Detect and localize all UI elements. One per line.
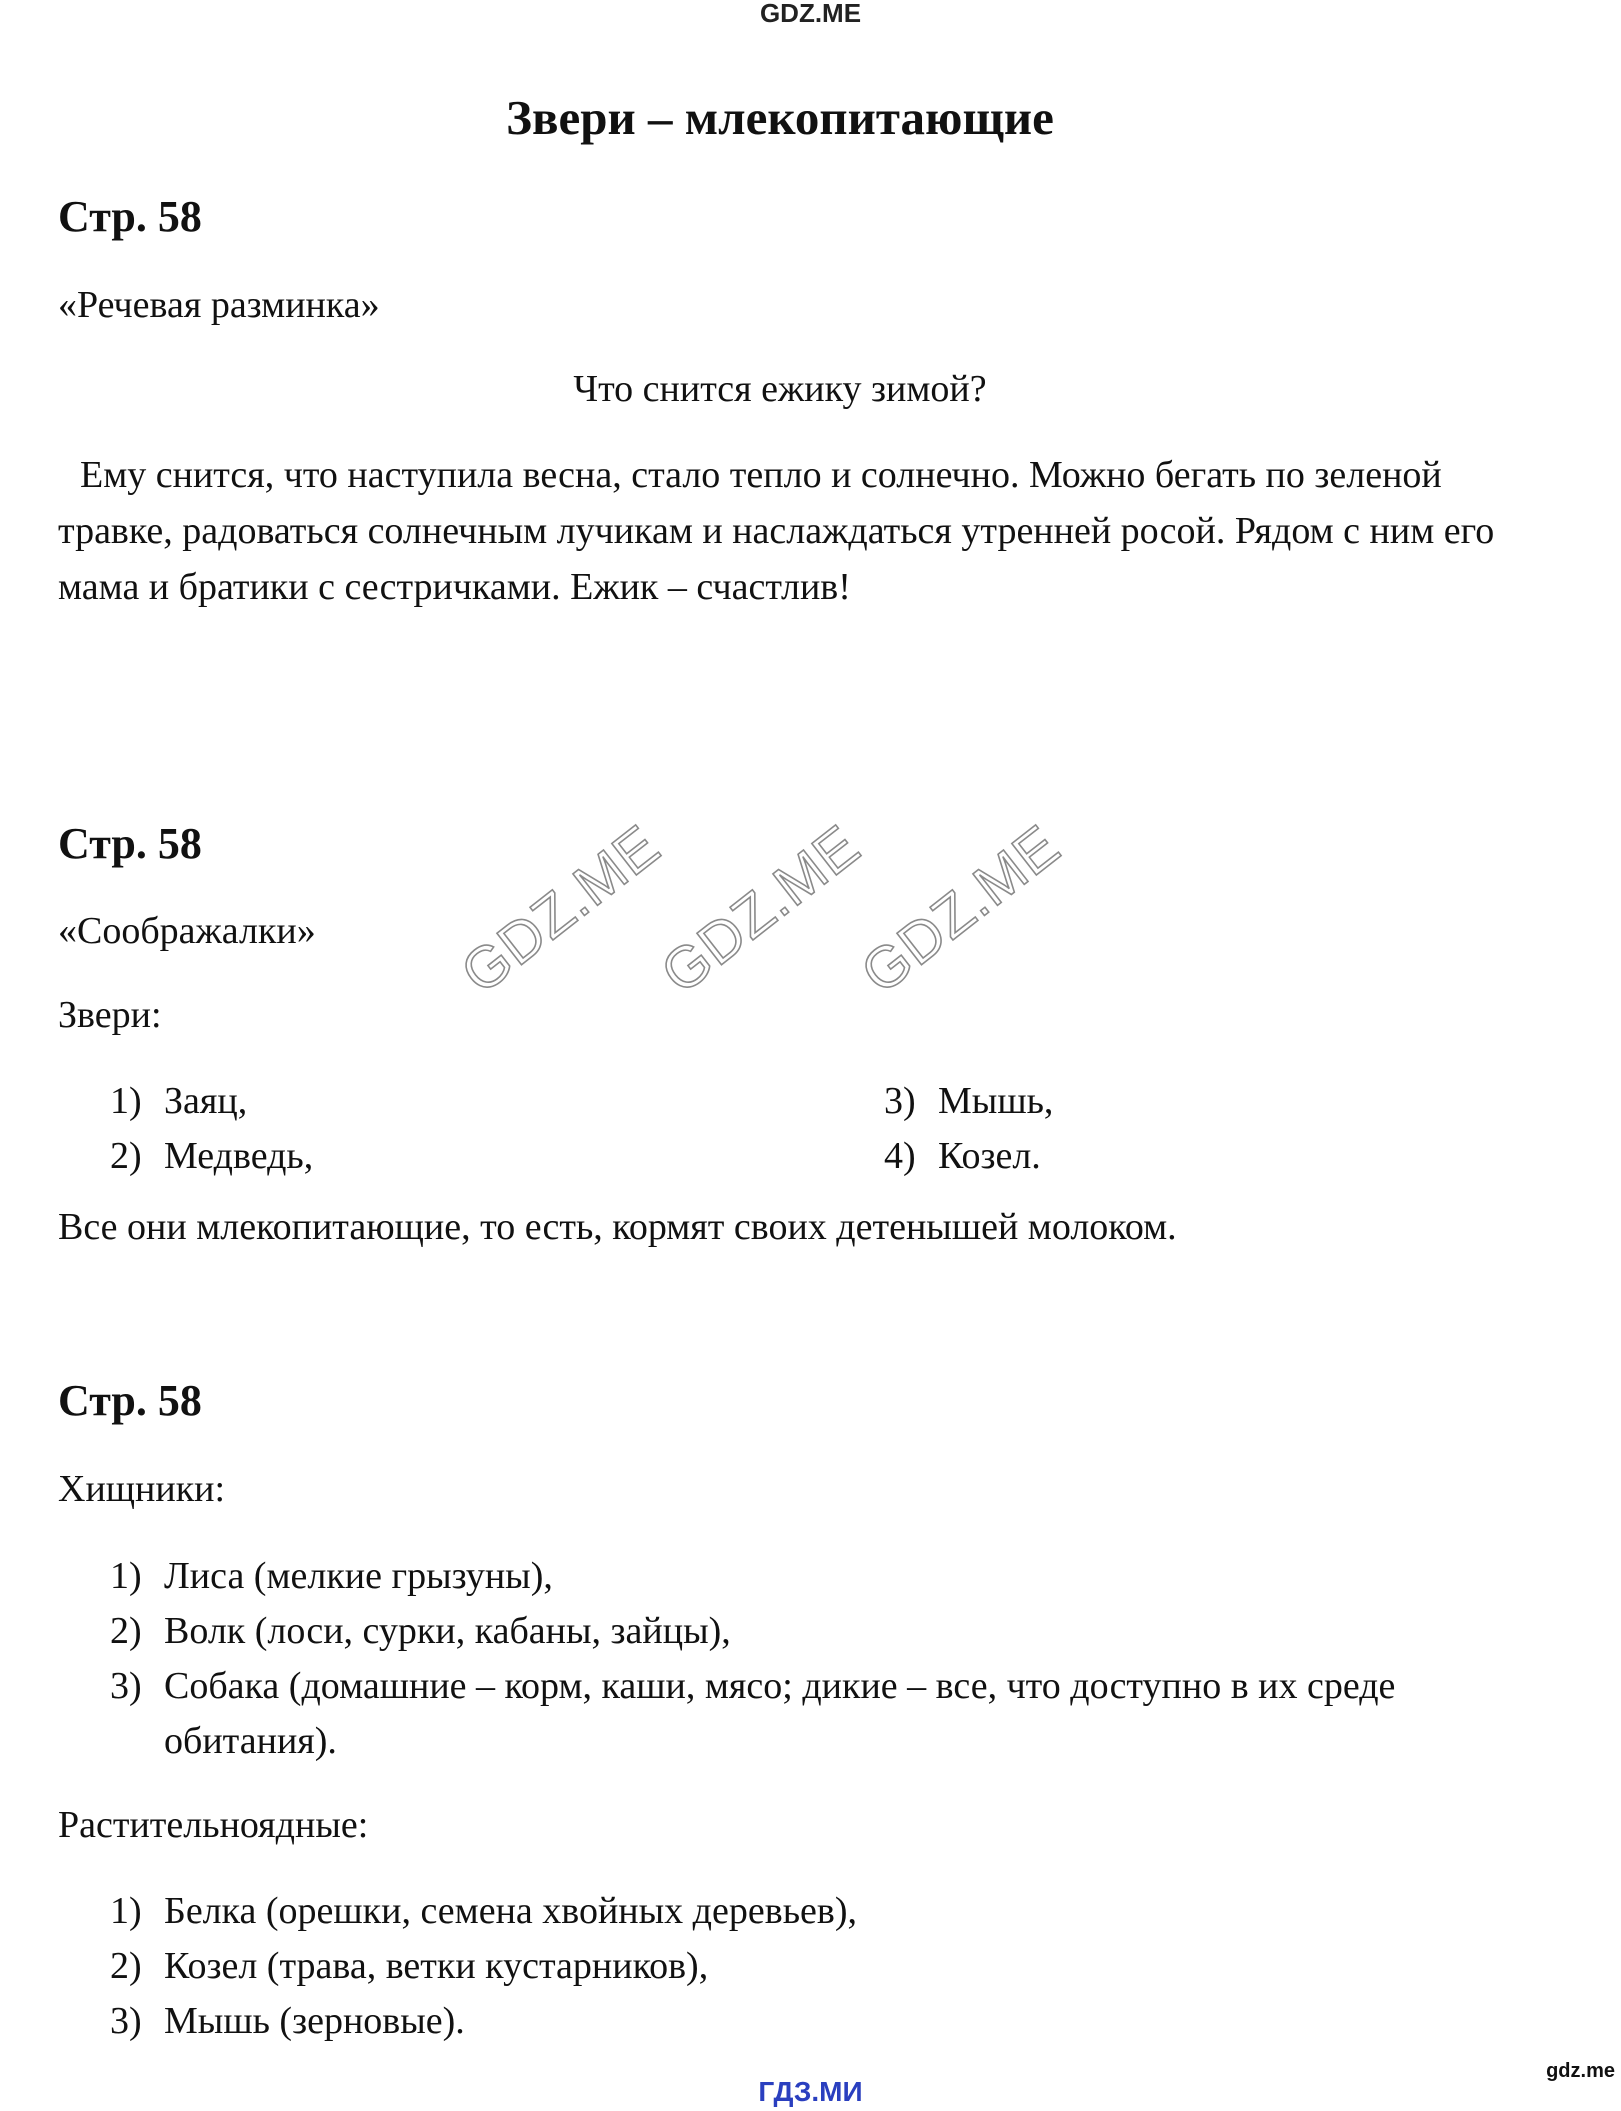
header-logo: GDZ.ME <box>759 0 862 28</box>
herbivores-label: Растительноядные: <box>58 1804 369 1846</box>
predators-label: Хищники: <box>58 1468 226 1510</box>
list-item: 4) Козел. <box>884 1135 1041 1177</box>
list-item: 2) Козел (трава, ветки кустарников), <box>110 1945 709 1987</box>
list-item: 2) Медведь, <box>110 1135 314 1177</box>
section-1-subtitle: «Речевая разминка» <box>58 284 380 326</box>
animals-list-left <box>58 1074 758 1184</box>
watermark: GDZ.ME <box>449 812 672 1007</box>
list-item: 1) Лиса (мелкие грызуны), <box>110 1555 553 1597</box>
section-1-paragraph: Ему снится, что наступила весна, стало тепло и солнечно. Можно бегать по зеленой травке, радоваться солнечным лучикам и наслаждаться утренней росой. Рядом с ним его мама и братики с сестричками. Ежик – счастлив! <box>58 454 1495 608</box>
herbivores-list <box>58 1884 1478 2049</box>
list-item: 3) Мышь, <box>884 1080 1054 1122</box>
page-title: Звери – млекопитающие <box>506 90 1054 145</box>
footer-logo[interactable]: ГДЗ.МИ <box>758 2076 863 2107</box>
section-1-heading: Стр. 58 <box>58 192 202 241</box>
predators-list <box>58 1549 1478 1769</box>
list-item: 3) Мышь (зерновые). <box>110 2000 465 2042</box>
section-2-conclusion: Все они млекопитающие, то есть, кормят своих детенышей молоком. <box>58 1206 1177 1248</box>
footer-site-link[interactable]: gdz.me <box>1546 2060 1615 2082</box>
list-item: 3) Собака (домашние – корм, каши, мясо; дикие – все, что доступно в их среде обитания). <box>110 1665 1396 1762</box>
list-item: 1) Заяц, <box>110 1080 248 1122</box>
section-2-subtitle: «Соображалки» <box>58 910 316 952</box>
section-3-heading: Стр. 58 <box>58 1376 202 1425</box>
animals-list-right <box>832 1074 1532 1184</box>
list-item: 2) Волк (лоси, сурки, кабаны, зайцы), <box>110 1610 731 1652</box>
watermark: GDZ.ME <box>849 812 1072 1007</box>
section-2-heading: Стр. 58 <box>58 819 202 868</box>
section-2-label: Звери: <box>58 994 162 1036</box>
section-1-question: Что снится ежику зимой? <box>573 368 987 410</box>
list-item: 1) Белка (орешки, семена хвойных деревьев), <box>110 1890 857 1932</box>
watermark: GDZ.ME <box>649 812 872 1007</box>
